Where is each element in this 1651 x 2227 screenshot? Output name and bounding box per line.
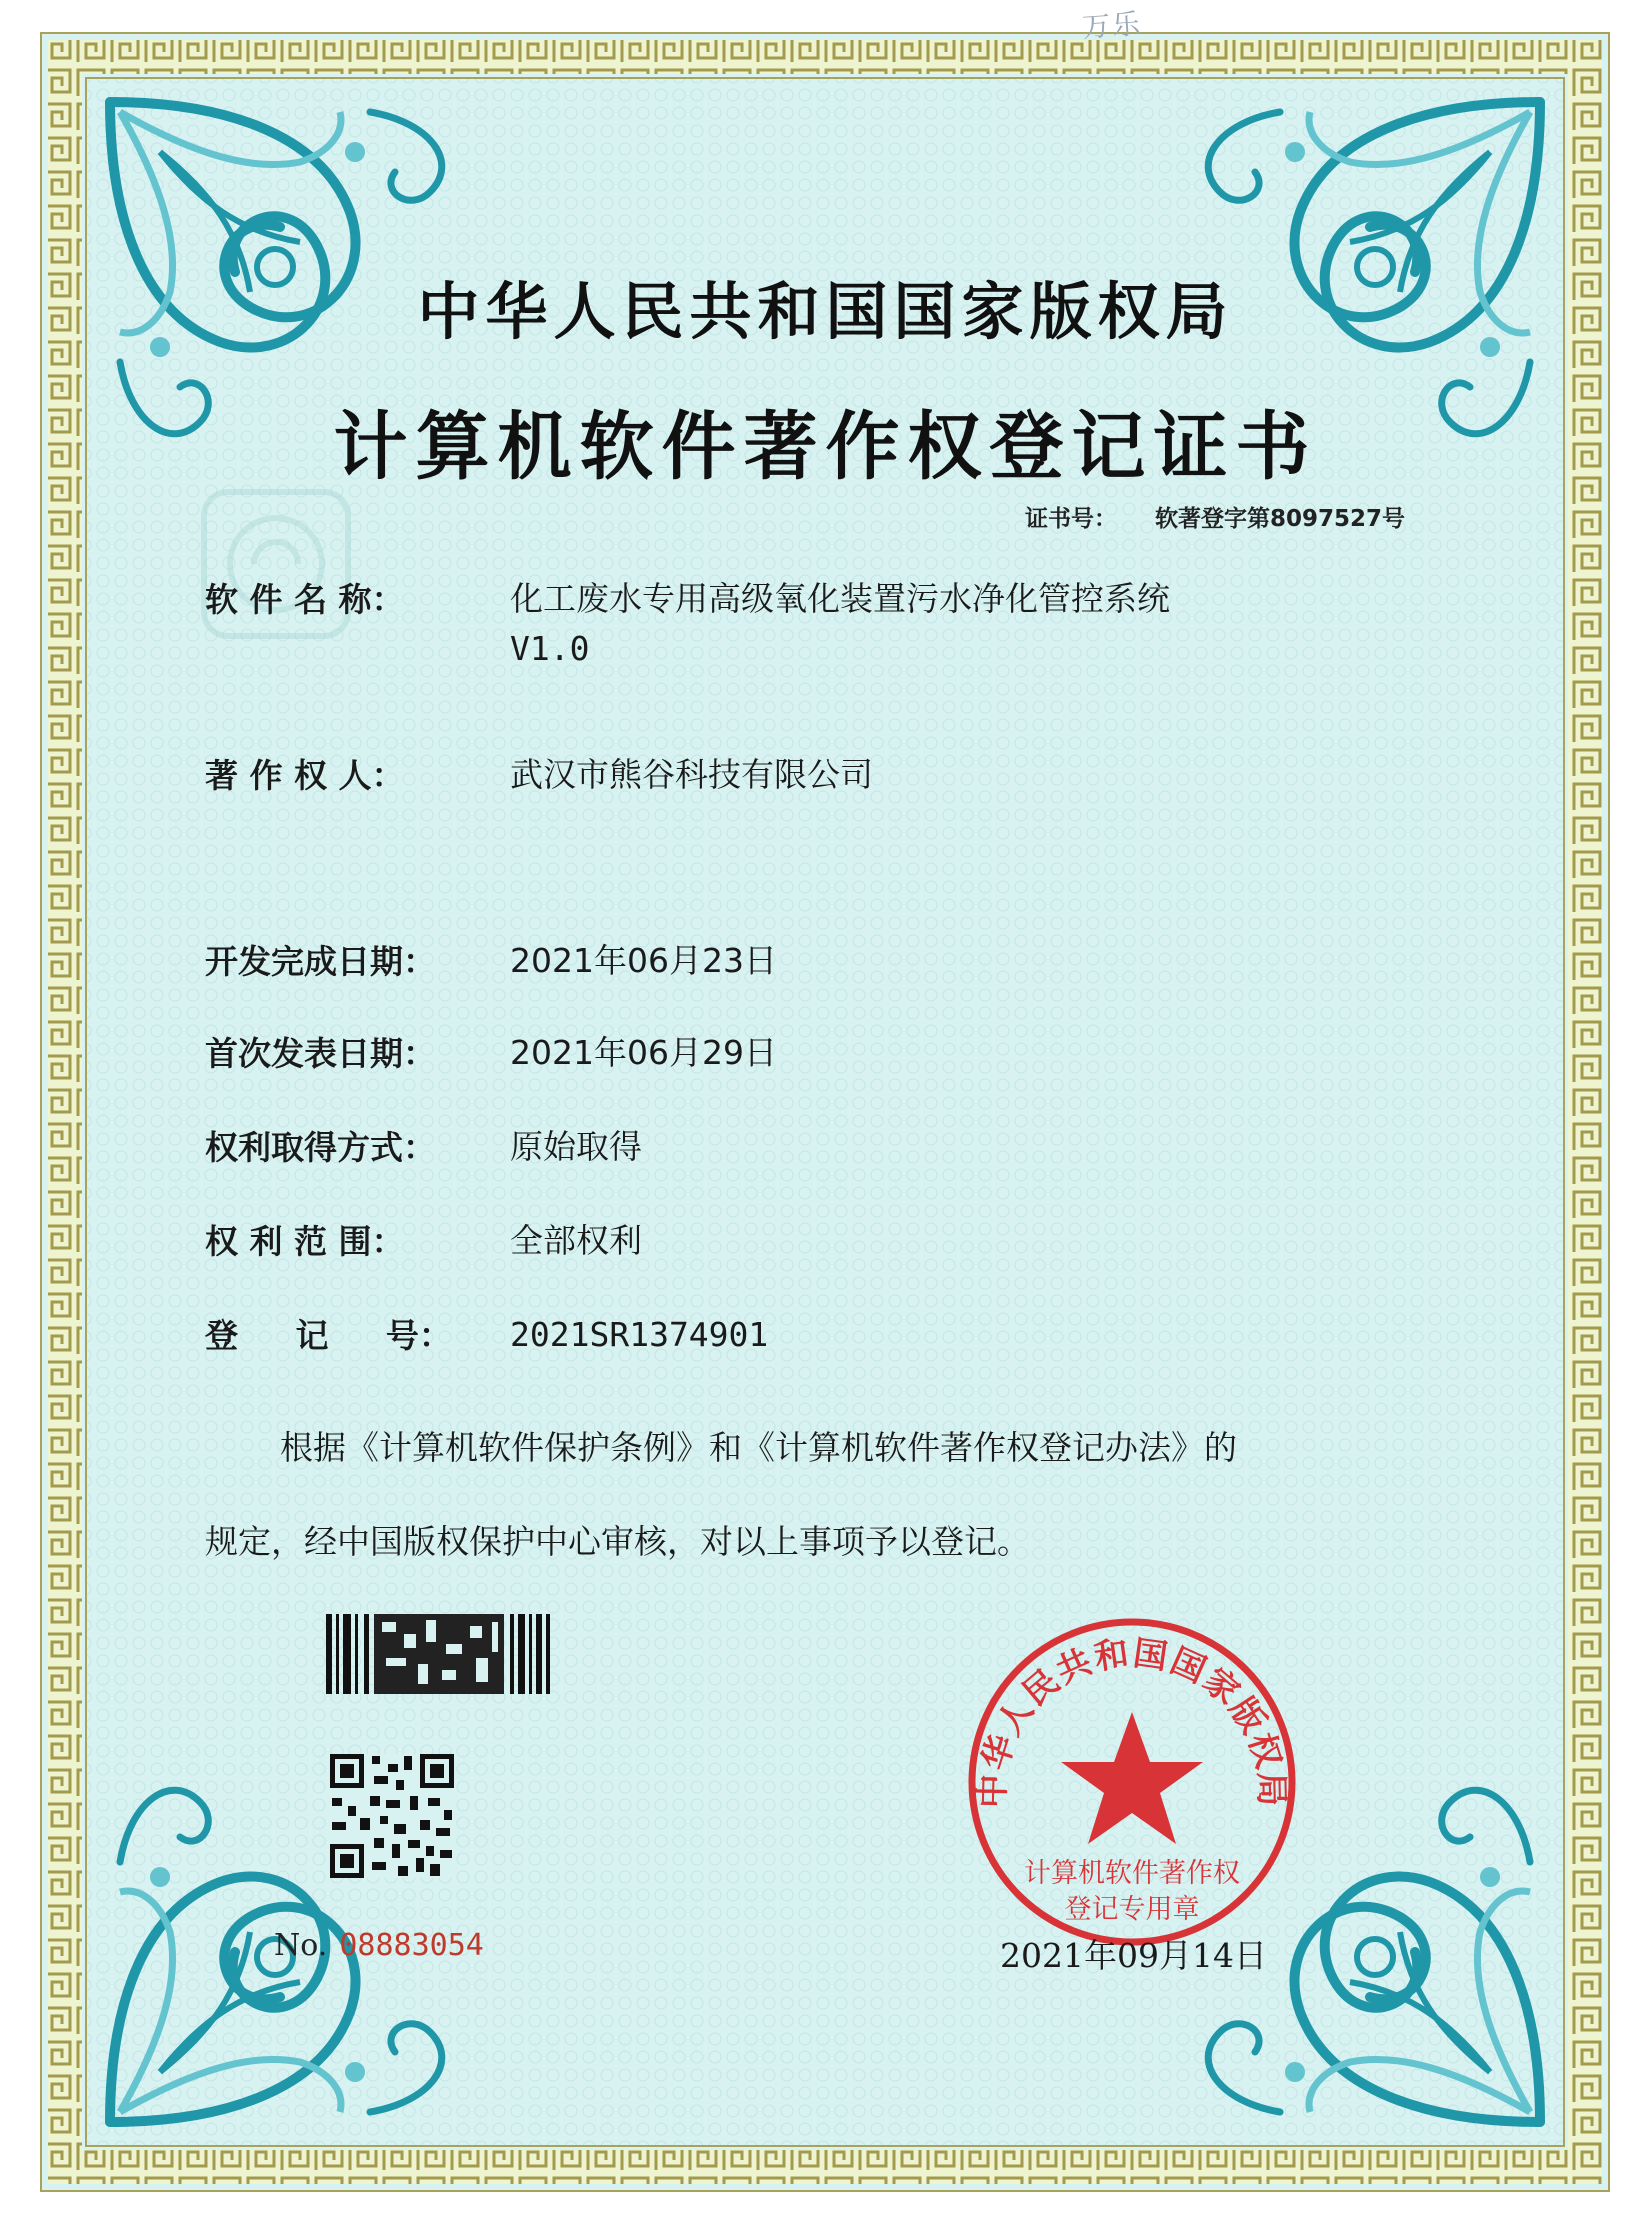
copyright-owner-label: 著 作 权 人：: [205, 756, 405, 795]
certificate-number-value: 软著登字第8097527号: [1155, 506, 1406, 532]
acquisition-method-value: 原始取得: [510, 1127, 642, 1166]
software-name-label: 软 件 名 称：: [205, 580, 405, 619]
qr-code: [330, 1754, 454, 1878]
handwritten-note: 万乐: [1081, 6, 1144, 45]
seal-center-line-1: 计算机软件著作权: [1024, 1858, 1240, 1889]
declaration-line-2: 规定，经中国版权保护中心审核，对以上事项予以登记。: [205, 1522, 1030, 1561]
first-publish-date-label: 首次发表日期：: [205, 1034, 436, 1073]
software-name-version: V1.0: [510, 629, 590, 668]
copyright-owner-value: 武汉市熊谷科技有限公司: [510, 755, 873, 794]
rights-scope-label: 权 利 范 围：: [205, 1222, 405, 1261]
certificate-number: [1025, 500, 1405, 533]
serial-value: 08883054: [339, 1928, 484, 1963]
certificate-title: 计算机软件著作权登记证书: [333, 404, 1318, 490]
official-seal: [962, 1612, 1302, 1952]
declaration-line-1: 根据《计算机软件保护条例》和《计算机软件著作权登记办法》的: [280, 1428, 1237, 1467]
acquisition-method-label: 权利取得方式：: [205, 1128, 436, 1167]
seal-center-line-2: 登记专用章: [1064, 1894, 1200, 1925]
star-icon: [1061, 1712, 1203, 1844]
completion-date-value: 2021年06月23日: [510, 941, 777, 980]
registration-number-label: 登 记 号：: [205, 1316, 452, 1355]
certificate-number-label: 证书号：: [1025, 506, 1117, 532]
agency-title: 中华人民共和国国家版权局: [417, 275, 1234, 348]
registration-number-value: 2021SR1374901: [510, 1315, 769, 1354]
serial-prefix: No.: [274, 1928, 328, 1963]
software-name-line1: 化工废水专用高级氧化装置污水净化管控系统: [510, 579, 1170, 618]
seal-ring-text: 中华人民共和国国家版权局: [972, 1633, 1292, 1809]
completion-date-label: 开发完成日期：: [205, 942, 436, 981]
software-name-value: [510, 574, 1540, 674]
issue-date: 2021年09月14日: [1000, 1936, 1267, 1975]
decorative-border: [40, 32, 1610, 2192]
rights-scope-value: 全部权利: [510, 1221, 642, 1260]
first-publish-date-value: 2021年06月29日: [510, 1033, 777, 1072]
serial-number: [274, 1928, 484, 1963]
barcode: [326, 1614, 556, 1694]
